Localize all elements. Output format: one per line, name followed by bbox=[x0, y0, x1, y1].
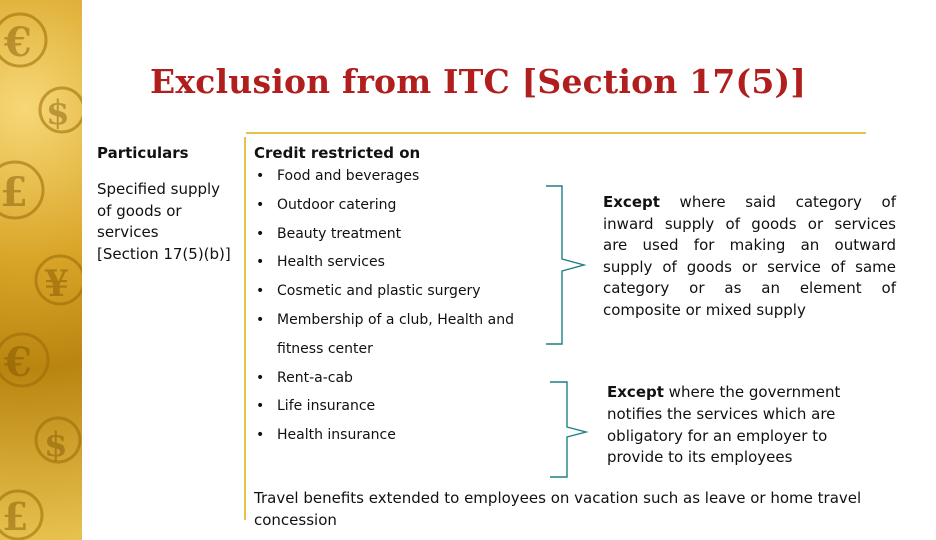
svg-text:$: $ bbox=[46, 93, 70, 133]
specified-supply-text bbox=[97, 179, 242, 265]
svg-text:¥: ¥ bbox=[44, 263, 70, 305]
exception-note-1 bbox=[603, 192, 896, 322]
particulars-header: Particulars bbox=[97, 144, 189, 162]
bullet-icon: • bbox=[256, 370, 265, 386]
decorative-currency-strip bbox=[0, 0, 82, 540]
svg-text:$: $ bbox=[44, 425, 68, 465]
note-line: supply of goods or service of same bbox=[603, 257, 896, 276]
bullet-icon: • bbox=[256, 168, 265, 184]
particular-line: services bbox=[97, 223, 159, 241]
bracket-icon bbox=[546, 186, 584, 344]
bullet-icon: • bbox=[256, 312, 265, 328]
svg-text:£: £ bbox=[2, 494, 29, 539]
column-divider bbox=[244, 137, 246, 520]
note-line: inward supply of goods or services bbox=[603, 214, 896, 233]
note-line: Except where said category of bbox=[603, 193, 896, 211]
bracket-icon bbox=[550, 382, 586, 477]
currency-symbols-icon bbox=[0, 0, 82, 540]
header-divider bbox=[246, 132, 866, 134]
svg-text:€: € bbox=[4, 339, 32, 386]
except-label: Except bbox=[603, 193, 660, 211]
travel-benefits-text: Travel benefits extended to employees on vacation such as leave or home travel concession bbox=[254, 489, 862, 529]
bullet-icon: • bbox=[256, 226, 265, 242]
bullet-icon: • bbox=[256, 197, 265, 213]
list-item-continuation: fitness center bbox=[277, 341, 373, 357]
particular-line: Specified supply bbox=[97, 180, 221, 198]
bullet-icon: • bbox=[256, 283, 265, 299]
note-line: composite or mixed supply bbox=[603, 300, 806, 319]
except-label: Except bbox=[607, 383, 664, 401]
bracket-icons bbox=[540, 180, 610, 480]
svg-text:£: £ bbox=[0, 169, 28, 216]
exception-note-2: Except where the government notifies the services which are obligatory for an employer to provide to its employees bbox=[607, 383, 841, 467]
slide-title: Exclusion from ITC [Section 17(5)] bbox=[150, 62, 807, 101]
note-line: category or as an element of bbox=[603, 279, 896, 298]
particular-line: of goods or bbox=[97, 201, 182, 220]
credit-restricted-header: Credit restricted on bbox=[254, 144, 421, 162]
bullet-icon: • bbox=[256, 254, 265, 270]
bullet-icon: • bbox=[256, 398, 265, 414]
particular-line: [Section 17(5)(b)] bbox=[97, 244, 231, 263]
svg-text:€: € bbox=[4, 19, 32, 66]
note-line: are used for making an outward bbox=[603, 236, 896, 255]
bullet-icon: • bbox=[256, 427, 265, 443]
